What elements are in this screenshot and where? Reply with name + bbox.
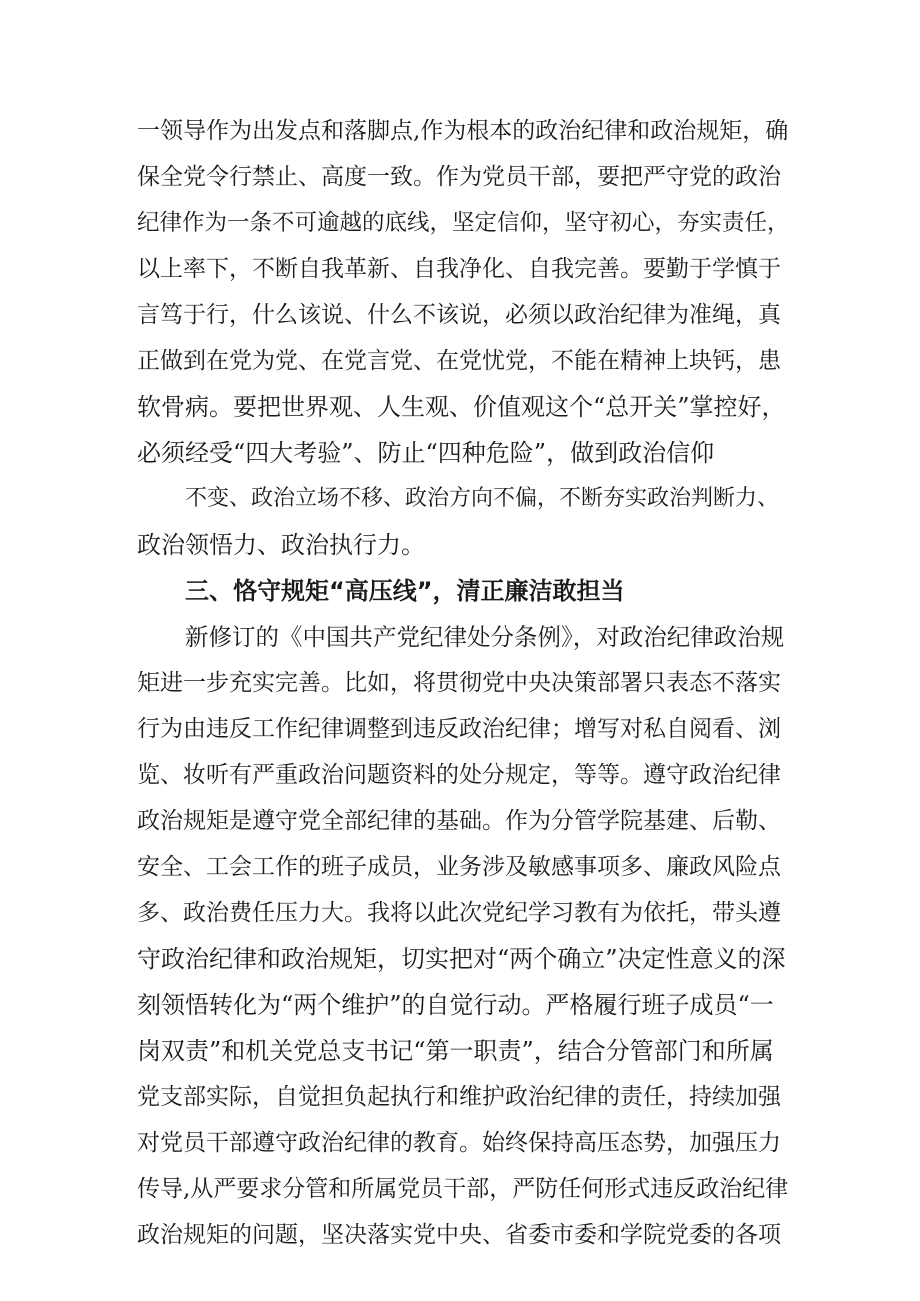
paragraph-line: 软骨病。要把世界观、人生观、价值观这个“总开关”掌控好， <box>137 393 786 421</box>
paragraph-line: 党支部实际，自觉担负起执行和维护政治纪律的责任，持续加强 <box>137 1084 781 1110</box>
paragraph-line: 对党员干部遵守政治纪律的教育。始终保持高压态势，加强压力 <box>137 1130 781 1156</box>
paragraph-line: 多、政治费任压力大。我将以此次党纪学习教有为依托，带头遵 <box>137 900 781 926</box>
paragraph-line: 矩进一步充实完善。比如，将贯彻党中央决策部署只表态不落实 <box>137 670 781 696</box>
paragraph-line: 言笃于行，什么该说、什么不该说，必须以政治纪律为准绳，真 <box>137 302 781 328</box>
paragraph-line: 览、妆听有严重政治问题资料的处分规定，等等。遵守政治纪律 <box>137 762 781 788</box>
paragraph-line: 行为由违反工作纪律调整到违反政治纪律；增写对私自阅看、浏 <box>137 716 781 742</box>
paragraph-line: 必须经受“四大考验”、防止“四种危险”，做到政治信仰 <box>137 439 715 467</box>
paragraph-line: 守政治纪律和政治规矩，切实把对“两个确立”决定性意义的深 <box>137 945 786 973</box>
paragraph-line: 正做到在党为党、在党言党、在党忧党，不能在精神上块钙，患 <box>137 348 781 374</box>
paragraph-line: 岗双责”和机关党总支书记“第一职责”，结合分管部门和所属 <box>137 1037 774 1065</box>
paragraph-line: 传导,从严要求分管和所属党员干部，严防任何形式违反政治纪律 <box>137 1176 789 1202</box>
paragraph-line: 纪律作为一条不可逾越的底线，坚定信仰，坚守初心，夯实责任， <box>137 210 790 236</box>
paragraph-line: 安全、工会工作的班子成员，业务涉及敏感事项多、廉政风险点 <box>137 854 781 880</box>
paragraph-line: 保全党令行禁止、高度一致。作为党员干部，要把严守党的政治 <box>137 164 781 190</box>
paragraph-line: 一领导作为出发点和落脚点,作为根本的政治纪律和政治规矩，确 <box>137 118 789 144</box>
paragraph-line: 政治规矩是遵守党全部纪律的基础。作为分管学院基建、后勒、 <box>137 808 781 834</box>
paragraph-line: 刻领悟转化为“两个维护”的自觉行动。严格履行班子成员“一 <box>137 991 774 1019</box>
paragraph-line: 以上率下，不断自我革新、自我净化、自我完善。要勤于学慎于 <box>137 256 781 282</box>
section-heading: 三、恪守规矩“高压线”，清正廉洁敢担当 <box>185 577 625 605</box>
paragraph-line: 政治规矩的问题，坚决落实党中央、省委市委和学院党委的各项 <box>137 1222 781 1248</box>
paragraph-line: 新修订的《中国共产党纪律处分条例》，对政治纪律政治规 <box>185 623 785 651</box>
paragraph-line: 政治领悟力、政治执行力。 <box>137 531 425 559</box>
paragraph-line: 不变、政治立场不移、政治方向不偏，不断夯实政治判断力、 <box>185 486 780 511</box>
